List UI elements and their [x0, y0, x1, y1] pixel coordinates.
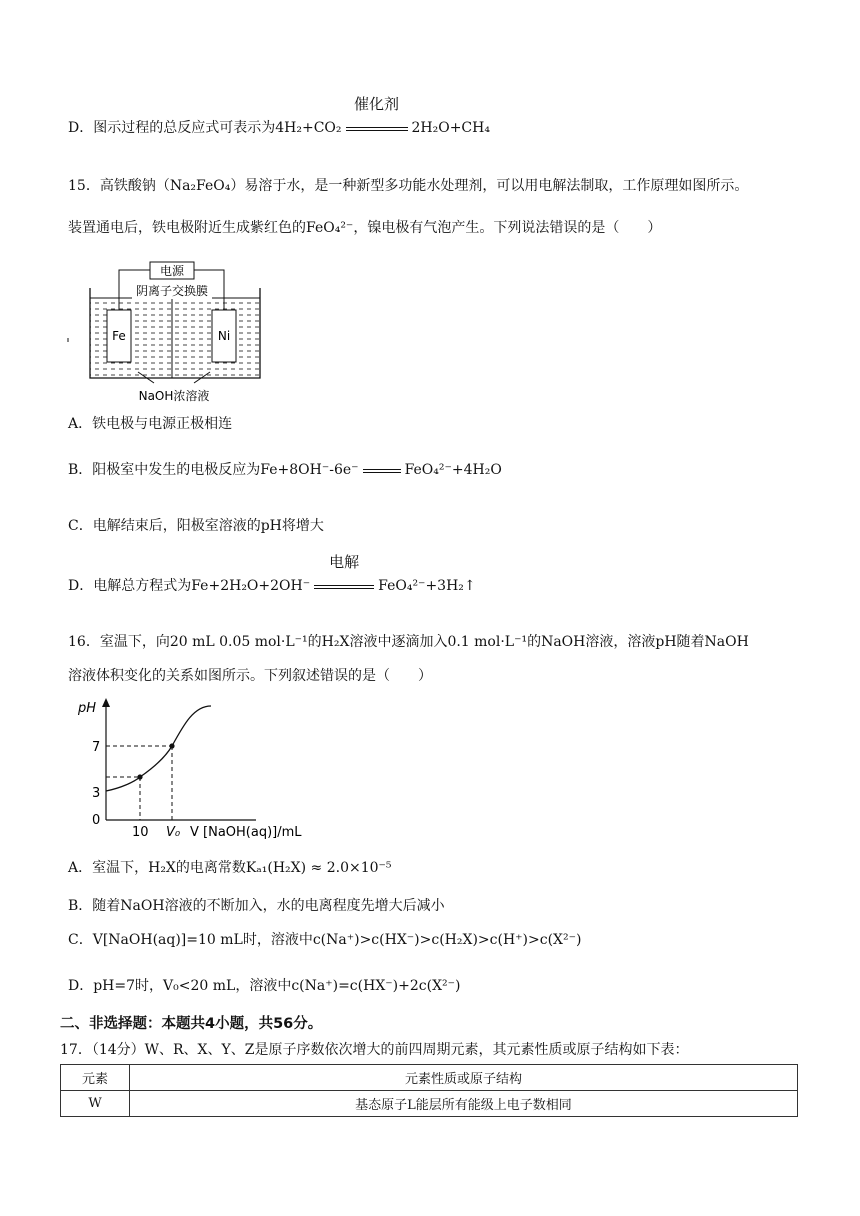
q16-option-b: B．随着NaOH溶液的不断加入，水的电离程度先增大后减小 — [68, 898, 445, 914]
x-tick-v0: V₀ — [166, 825, 181, 840]
half-point-marker — [137, 774, 142, 779]
ph-curve — [106, 706, 211, 791]
ni-electrode-label: Ni — [217, 329, 231, 343]
q14-d-reactants: 4H₂+CO₂ — [275, 120, 342, 136]
q15-b-reactants: Fe+8OH⁻-6e⁻ — [260, 462, 359, 478]
x-axis-label: V [NaOH(aq)]/mL — [190, 825, 302, 840]
y-tick-3: 3 — [92, 786, 101, 801]
q16-stem-line2: 溶液体积变化的关系如图所示。下列叙述错误的是（ ） — [68, 668, 432, 684]
y-axis-label: pH — [78, 701, 97, 716]
q15-b-prefix: B．阳极室中发生的电极反应为 — [68, 462, 261, 478]
element-properties-table — [60, 1064, 798, 1117]
q16-option-a: A．室温下，H₂X的电离常数Kₐ₁(H₂X) ≈ 2.0×10⁻⁵ — [68, 860, 392, 876]
table-cell-property: 基态原子L能层所有能级上电子数相同 — [130, 1091, 798, 1117]
table-header-row — [61, 1065, 798, 1091]
q15-option-b — [68, 460, 502, 480]
q15-option-a: A．铁电极与电源正极相连 — [68, 416, 233, 432]
naoh-solution-label: NaOH浓溶液 — [138, 389, 210, 403]
fe-electrode-label: Fe — [112, 329, 126, 343]
q17-stem: 17．（14分）W、R、X、Y、Z是原子序数依次增大的前四周期元素，其元素性质或原子结构如下表： — [60, 1042, 689, 1058]
table-cell-element: W — [61, 1091, 130, 1117]
q16-option-d: D．pH=7时，V₀<20 mL，溶液中c(Na⁺)=c(HX⁻)+2c(X²⁻) — [68, 978, 461, 994]
q14-option-d — [68, 95, 490, 138]
q15-option-d — [68, 553, 476, 596]
section-2-title: 二、非选择题：本题共4小题，共56分。 — [60, 1016, 323, 1032]
table-header-property: 元素性质或原子结构 — [130, 1065, 798, 1091]
q14-d-catalyst: 催化剂 — [353, 95, 399, 113]
q15-d-prefix: D．电解总方程式为 — [68, 578, 192, 594]
electrolysis-cell-figure — [62, 258, 272, 408]
q14-d-products: 2H₂O+CH₄ — [411, 120, 490, 136]
q15-d-reactants: Fe+2H₂O+2OH⁻ — [191, 578, 311, 594]
q16-stem-line1: 16．室温下，向20 mL 0.05 mol·L⁻¹的H₂X溶液中逐滴加入0.1 mol·L⁻¹的NaOH溶液，溶液pH随着NaOH — [68, 634, 749, 650]
membrane-label: 阴离子交换膜 — [135, 284, 209, 298]
q15-d-products: FeO₄²⁻+3H₂↑ — [378, 578, 476, 594]
q15-stem-line2: 装置通电后，铁电极附近生成紫红色的FeO₄²⁻，镍电极有气泡产生。下列说法错误的是（ ） — [68, 220, 662, 236]
q14-d-equals — [346, 95, 408, 138]
q14-d-prefix: D．图示过程的总反应式可表示为 — [68, 120, 276, 136]
q15-b-equals — [363, 460, 401, 480]
table-row — [61, 1091, 798, 1117]
table-header-element: 元素 — [61, 1065, 130, 1091]
y-tick-0: 0 — [92, 813, 101, 828]
q15-b-products: FeO₄²⁻+4H₂O — [404, 462, 502, 478]
x-tick-10: 10 — [132, 825, 149, 840]
ph-titration-chart — [76, 696, 336, 846]
q15-d-equals — [314, 553, 374, 596]
y-tick-7: 7 — [92, 740, 101, 755]
q15-option-c: C．电解结束后，阳极室溶液的pH将增大 — [68, 518, 324, 534]
neutral-point-marker — [169, 743, 174, 748]
q15-stem-line1: 15．高铁酸钠（Na₂FeO₄）易溶于水，是一种新型多功能水处理剂，可以用电解法制取，工作原理如图所示。 — [68, 178, 749, 194]
q16-option-c: C．V[NaOH(aq)]=10 mL时，溶液中c(Na⁺)>c(HX⁻)>c(H₂X)>c(H⁺)>c(X²⁻) — [68, 932, 582, 948]
power-source-label: 电源 — [159, 264, 185, 278]
q15-d-condition: 电解 — [329, 553, 360, 571]
